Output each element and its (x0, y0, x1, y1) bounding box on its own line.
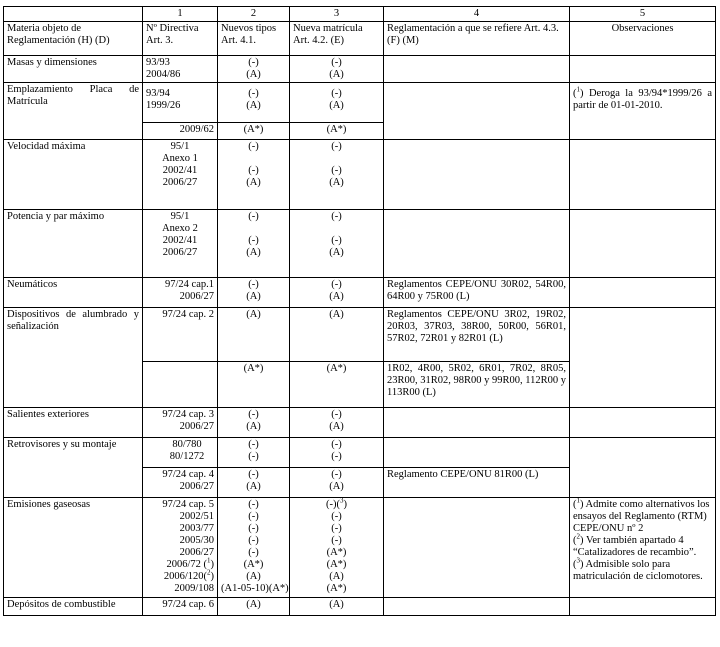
directiva-line: 97/24 cap.1 (165, 279, 214, 290)
table-row (4, 210, 716, 278)
observacion-note: ($^1$) Admite como alternativos los ensayos del Reglamento (RTM) CEPE/ONU nº 2 (573, 497, 710, 534)
reglamentacion-cell: Reglamentos CEPE/ONU 3R02, 19R02, 20R03, 37R03, 38R00, 50R00, 56R01, 57R02, 72R01 y 82R01 (L) (384, 308, 570, 362)
nuevos-line: (-) (248, 57, 259, 68)
nuevos-line: (-) (248, 469, 259, 480)
matricula-line: (-) (331, 88, 342, 99)
directiva-line: 2006/27 (179, 481, 214, 492)
footnote-marker: 1 (207, 556, 211, 565)
matricula-cell (290, 468, 384, 498)
observacion-text: Admite como alternativos los ensayos del Reglamento (RTM) CEPE/ONU nº 2 (573, 499, 710, 534)
directiva-line: 2009/108 (174, 583, 214, 594)
nuevos-line: (-) (248, 499, 259, 510)
nuevos-line: (-) (248, 235, 259, 246)
matricula-line: (A) (329, 481, 344, 492)
table-row (4, 278, 716, 308)
observaciones-cell (570, 598, 716, 616)
directiva-cell (143, 438, 218, 468)
reglamentacion-cell (384, 83, 570, 140)
nuevos-line: (A) (246, 481, 261, 492)
nuevos-cell (218, 140, 290, 210)
observaciones-cell (570, 210, 716, 278)
nuevos-line: (A*) (243, 559, 264, 570)
matricula-line: (A*) (326, 547, 347, 558)
header-materia: Materia objeto de Reglamentación (H) (D) (4, 22, 143, 56)
matricula-cell: (A) (290, 598, 384, 616)
matricula-line: (A) (329, 291, 344, 302)
matricula-line: (A*) (326, 583, 347, 594)
reglamentacion-cell (384, 140, 570, 210)
materia-cell: Potencia y par máximo (4, 210, 143, 278)
nuevos-line: (A) (246, 291, 261, 302)
nuevos-line: (-) (248, 165, 259, 176)
matricula-cell (290, 438, 384, 468)
table-row (4, 308, 716, 362)
matricula-line: (A) (329, 571, 344, 582)
matricula-cell (290, 83, 384, 123)
matricula-cell (290, 140, 384, 210)
reglamentacion-cell (384, 498, 570, 598)
nuevos-cell: (A) (218, 598, 290, 616)
table-row (4, 83, 716, 123)
nuevos-line (221, 223, 286, 235)
nuevos-cell (218, 468, 290, 498)
materia-cell: Masas y dimensiones (4, 56, 143, 83)
observaciones-cell: ($^1$) Deroga la 93/94*1999/26 a partir de 01-01-2010. (570, 83, 716, 140)
header-nuevos-tipos: Nuevos tipos Art. 4.1. (218, 22, 290, 56)
directiva-line: 2003/77 (179, 523, 214, 534)
nuevos-cell (218, 210, 290, 278)
reglamentacion-cell (384, 408, 570, 438)
footnote-marker: 1 (576, 497, 580, 505)
matricula-line: (-) (331, 141, 342, 152)
directiva-line: 80/780 (172, 439, 202, 450)
matricula-line (293, 153, 380, 165)
observaciones-cell (570, 278, 716, 308)
matricula-line: (-) (331, 57, 342, 68)
materia-cell: Retrovisores y su montaje (4, 438, 143, 498)
reglamentacion-cell (384, 438, 570, 468)
nuevos-cell: (A*) (218, 362, 290, 408)
directiva-line: 2006/27 (162, 177, 198, 188)
directiva-cell (143, 498, 218, 598)
nuevos-line: (A) (246, 69, 261, 80)
nuevos-cell (218, 56, 290, 83)
matricula-line: (-) (331, 511, 342, 522)
nuevos-line: (-) (248, 439, 259, 450)
matricula-line: (-)($^3$) (326, 497, 347, 510)
nuevos-line: (-) (248, 535, 259, 546)
matricula-line: (-) (331, 535, 342, 546)
nuevos-line: (-) (248, 451, 259, 462)
nuevos-line: (-) (248, 211, 259, 222)
directiva-line: 2006/27 (179, 291, 214, 302)
directiva-line: Anexo 1 (162, 153, 198, 164)
regulation-table (3, 6, 716, 616)
header-row (4, 22, 716, 56)
observacion-note: ($^3$) Admisible solo para matriculación de ciclomotores. (573, 556, 703, 582)
header-observaciones: Observaciones (570, 22, 716, 56)
directiva-line: 97/24 cap. 5 (162, 499, 214, 510)
matricula-cell: (A) (290, 308, 384, 362)
directiva-line: 80/1272 (169, 451, 205, 462)
observaciones-cell (570, 498, 716, 598)
nuevos-line: (A) (246, 177, 261, 188)
table-row (4, 598, 716, 616)
nuevos-line: (A) (246, 247, 261, 258)
nuevos-line: (A1-05-10)(A*) (221, 583, 289, 594)
materia-cell: Velocidad máxima (4, 140, 143, 210)
matricula-line: (-) (331, 235, 342, 246)
reglamentacion-cell (384, 210, 570, 278)
nuevos-cell (218, 438, 290, 468)
nuevos-line: (-) (248, 523, 259, 534)
nuevos-cell: (A*) (218, 123, 290, 140)
table-row (4, 498, 716, 598)
footnote-marker: 3 (576, 556, 580, 565)
directiva-cell (143, 362, 218, 408)
materia-cell: Neumáticos (4, 278, 143, 308)
directiva-line: 97/24 cap. 4 (162, 469, 214, 480)
col-number-blank (4, 7, 143, 22)
table-row (4, 140, 716, 210)
observacion-text: Deroga la 93/94*1999/26 a partir de 01-01-2010. (573, 88, 712, 111)
nuevos-cell (218, 278, 290, 308)
matricula-line: (A) (329, 247, 344, 258)
directiva-line: 2002/41 (162, 235, 198, 246)
observaciones-cell (570, 140, 716, 210)
reglamentacion-cell: Reglamento CEPE/ONU 81R00 (L) (384, 468, 570, 498)
footnote-marker: 2 (576, 532, 580, 541)
directiva-line: 2006/72 ($^1$) (166, 556, 214, 570)
table-row (4, 56, 716, 83)
reglamentacion-cell: Reglamentos CEPE/ONU 30R02, 54R00, 64R00 y 75R00 (L) (384, 278, 570, 308)
nuevos-line: (-) (248, 88, 259, 99)
directiva-line: 95/1 (170, 211, 190, 222)
directiva-line: 2002/41 (162, 165, 198, 176)
matricula-line: (A) (329, 100, 344, 111)
directiva-line: 95/1 (170, 141, 190, 152)
matricula-cell (290, 278, 384, 308)
matricula-cell (290, 498, 384, 598)
header-directiva: Nº Directiva Art. 3. (143, 22, 218, 56)
col-number-3: 3 (290, 7, 384, 22)
directiva-line: 2005/30 (179, 535, 214, 546)
materia-cell: Dispositivos de alumbrado y señalización (4, 308, 143, 408)
reglamentacion-cell: 1R02, 4R00, 5R02, 6R01, 7R02, 8R05, 23R00, 31R02, 98R00 y 99R00, 112R00 y 113R00 (L) (384, 362, 570, 408)
materia-cell: Salientes exteriores (4, 408, 143, 438)
directiva-line: 1999/26 (146, 100, 181, 111)
directiva-line: 93/94 (146, 88, 170, 99)
observaciones-cell (570, 438, 716, 498)
nuevos-line: (-) (248, 409, 259, 420)
matricula-line: (A*) (326, 559, 347, 570)
observaciones-cell (570, 408, 716, 438)
materia-cell: Emisiones gaseosas (4, 498, 143, 598)
header-reglamentacion: Reglamentación a que se refiere Art. 4.3. (F) (M) (384, 22, 570, 56)
matricula-cell (290, 210, 384, 278)
matricula-line: (A) (329, 69, 344, 80)
matricula-line: (A) (329, 177, 344, 188)
observacion-text: Admisible solo para matriculación de ciclomotores. (573, 559, 703, 582)
directiva-cell: 97/24 cap. 6 (143, 598, 218, 616)
materia-cell: Depósitos de combustible (4, 598, 143, 616)
directiva-line: 2006/27 (179, 421, 214, 432)
nuevos-line: (A) (246, 421, 261, 432)
directiva-line: 2006/120($^2$) (163, 568, 214, 582)
nuevos-line: (-) (248, 279, 259, 290)
matricula-line: (-) (331, 439, 342, 450)
nuevos-line: (-) (248, 141, 259, 152)
directiva-cell (143, 468, 218, 498)
nuevos-cell: (A) (218, 308, 290, 362)
table-row (4, 408, 716, 438)
nuevos-cell (218, 83, 290, 123)
col-number-1: 1 (143, 7, 218, 22)
directiva-cell (143, 56, 218, 83)
column-number-row (4, 7, 716, 22)
nuevos-line: (-) (248, 511, 259, 522)
col-number-2: 2 (218, 7, 290, 22)
directiva-cell (143, 278, 218, 308)
nuevos-line: (A) (246, 100, 261, 111)
observaciones-cell (570, 308, 716, 408)
directiva-line: 2006/27 (179, 547, 214, 558)
matricula-line: (-) (331, 165, 342, 176)
matricula-line: (-) (331, 279, 342, 290)
matricula-line: (-) (331, 469, 342, 480)
col-number-4: 4 (384, 7, 570, 22)
directiva-cell (143, 140, 218, 210)
matricula-cell: (A*) (290, 123, 384, 140)
matricula-line: (-) (331, 523, 342, 534)
footnote-marker: 2 (207, 568, 211, 577)
footnote-marker: 3 (340, 497, 344, 505)
nuevos-line: (-) (248, 547, 259, 558)
directiva-cell (143, 83, 218, 123)
reglamentacion-cell (384, 598, 570, 616)
header-nueva-matricula: Nueva matrícula Art. 4.2. (E) (290, 22, 384, 56)
matricula-cell (290, 56, 384, 83)
directiva-line: 97/24 cap. 3 (162, 409, 214, 420)
matricula-line: (-) (331, 451, 342, 462)
footnote-marker: 1 (576, 85, 580, 94)
matricula-line: (-) (331, 409, 342, 420)
nuevos-line (221, 153, 286, 165)
directiva-cell: 97/24 cap. 2 (143, 308, 218, 362)
directiva-cell (143, 408, 218, 438)
nuevos-cell (218, 408, 290, 438)
observacion-note: ($^2$) Ver también apartado 4 “Catalizadores de recambio”. (573, 532, 697, 558)
matricula-cell (290, 408, 384, 438)
nuevos-cell (218, 498, 290, 598)
directiva-cell: 2009/62 (143, 123, 218, 140)
nuevos-line: (A) (246, 571, 261, 582)
matricula-cell: (A*) (290, 362, 384, 408)
table-row (4, 438, 716, 468)
reglamentacion-cell (384, 56, 570, 83)
observacion-text: Ver también apartado 4 “Catalizadores de recambio”. (573, 535, 697, 558)
directiva-line: Anexo 2 (162, 223, 198, 234)
col-number-5: 5 (570, 7, 716, 22)
observaciones-cell (570, 56, 716, 83)
directiva-line: 2004/86 (146, 69, 181, 80)
directiva-line: 2002/51 (179, 511, 214, 522)
directiva-line: 2006/27 (162, 247, 198, 258)
directiva-cell (143, 210, 218, 278)
matricula-line: (-) (331, 211, 342, 222)
matricula-line: (A) (329, 421, 344, 432)
regulation-table-page (3, 6, 715, 616)
materia-cell: Emplazamiento Placa de Matrícula (4, 83, 143, 140)
directiva-line: 93/93 (146, 57, 170, 68)
matricula-line (293, 223, 380, 235)
